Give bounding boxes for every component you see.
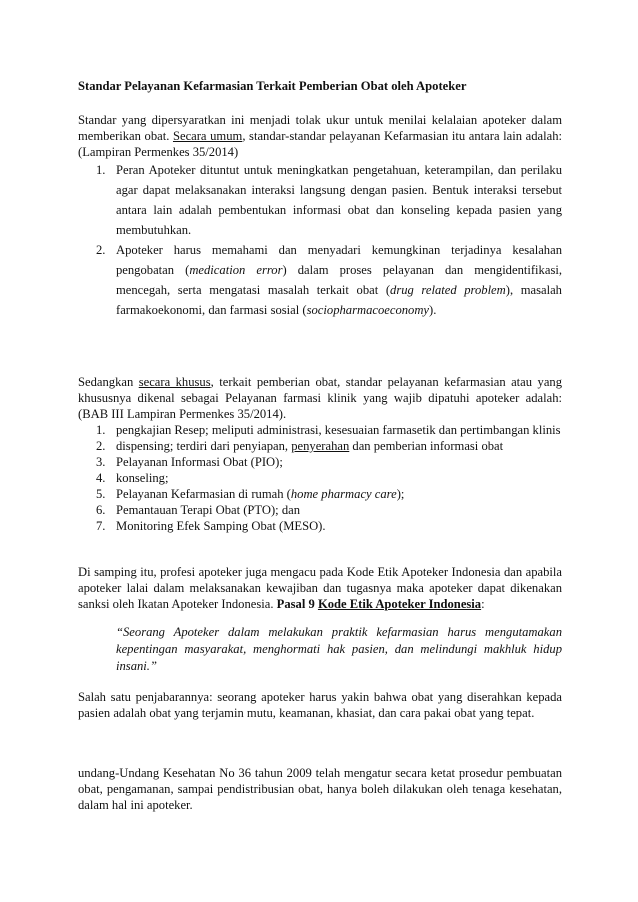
paragraph-text: Di samping itu, profesi apoteker juga mengacu pada Kode Etik Apoteker Indonesia dan apabila apoteker lalai dalam melaksanakan kewajiban dan tugasnya maka apoteker dapat dikenakan sanksi oleh Ikatan Apoteker Indonesia. [78,565,562,611]
document-page [78,68,562,813]
list-item [78,438,562,454]
list-item [78,502,562,518]
list-item [78,518,562,534]
list-number: 2. [96,243,106,257]
list-item-text: Peran Apoteker dituntut untuk meningkatkan pengetahuan, keterampilan, dan perilaku agar dapat melaksanakan interaksi langsung dengan pasien. Bentuk interaksi tersebut antara lain adalah pembentukan informasi obat dan konseling kepada pasien yang membutuhkan. [116,163,562,237]
list-item [78,240,562,320]
underlined-phrase: Secara umum [172,129,243,143]
list-item-text: ) dalam proses pelayanan dan mengidentifikasi, mencegah, serta mengatasi masalah terkait obat ( [116,263,562,297]
list-item-text: Apoteker harus memahami dan menyadari kemungkinan terjadinya kesalahan pengobatan ( [116,243,562,277]
list-item [78,454,562,470]
list-item-text: ), masalah farmakoekonomi, dan farmasi sosial ( [116,283,562,317]
paragraph-health-law: undang-Undang Kesehatan No 36 tahun 2009 telah mengatur secara ketat prosedur pembuatan obat, pengamanan, sampai pendistribusian obat, hanya boleh dilakukan oleh tenaga kesehatan, dalam hal ini apoteker. [78,766,562,812]
list-item-text: ). [429,303,437,317]
list-item [78,486,562,502]
list-number: 1. [96,163,106,177]
list-item-text: Monitoring Efek Samping Obat (MESO). [116,519,326,533]
list-item [78,470,562,486]
list-number: 5. [96,487,106,501]
list-item-text: Pemantauan Terapi Obat (PTO); dan [116,503,301,517]
italic-term: home pharmacy care [290,487,397,501]
italic-term: drug related problem [390,283,506,297]
bold-article-ref: Pasal 9 [276,597,318,611]
ethics-quote: “Seorang Apoteker dalam melakukan praktik kefarmasian harus mengutamakan kepentingan masyarakat, menghormati hak pasien, dan melindungi makhluk hidup insani.” [116,625,562,673]
list-item-text: pengkajian Resep; meliputi administrasi, kesesuaian farmasetik dan pertimbangan klinis [116,423,561,437]
underlined-phrase: secara khusus [138,375,211,389]
paragraph-text: : [481,597,485,611]
list-item-text: dan pemberian informasi obat [349,439,504,453]
list-item-text: konseling; [116,471,169,485]
list-item-text: Pelayanan Informasi Obat (PIO); [116,455,283,469]
list-number: 2. [96,439,106,453]
list-item [78,422,562,438]
paragraph-text: Sedangkan [78,375,139,389]
clinical-pharmacy-list [78,422,562,534]
list-item-text: ); [396,487,405,501]
paragraph-text: Standar yang dipersyaratkan ini menjadi tolak ukur untuk menilai kelalaian apoteker dalam memberikan obat. [78,113,562,143]
italic-term: sociopharmacoeconomy [306,303,430,317]
general-standards-list [78,160,562,320]
list-number: 1. [96,423,106,437]
paragraph-text: , standar-standar pelayanan Kefarmasian itu antara lain adalah: (Lampiran Permenkes 35/2014) [78,129,562,159]
list-item [78,160,562,240]
list-item-text: Pelayanan Kefarmasian di rumah ( [116,487,291,501]
list-number: 7. [96,519,106,533]
paragraph-specific-standards [78,374,562,422]
paragraph-code-of-ethics [78,564,562,612]
paragraph-general-standards [78,112,562,160]
list-number: 4. [96,471,106,485]
document-title: Standar Pelayanan Kefarmasian Terkait Pemberian Obat oleh Apoteker [78,79,467,93]
list-number: 3. [96,455,106,469]
paragraph-elaboration: Salah satu penjabarannya: seorang apoteker harus yakin bahwa obat yang diserahkan kepada pasien adalah obat yang terjamin mutu, keamanan, khasiat, dan cara pakai obat yang tepat. [78,690,562,720]
underlined-phrase: penyerahan [291,439,350,453]
paragraph-text: , terkait pemberian obat, standar pelayanan kefarmasian atau yang khususnya dikenal sebagai Pelayanan farmasi klinik yang wajib dipatuhi apoteker adalah: (BAB III Lampiran Permenkes 35/2014). [78,375,562,421]
list-item-text: dispensing; terdiri dari penyiapan, [116,439,292,453]
list-number: 6. [96,503,106,517]
bold-underlined-code-name: Kode Etik Apoteker Indonesia [317,597,482,611]
italic-term: medication error [189,263,283,277]
